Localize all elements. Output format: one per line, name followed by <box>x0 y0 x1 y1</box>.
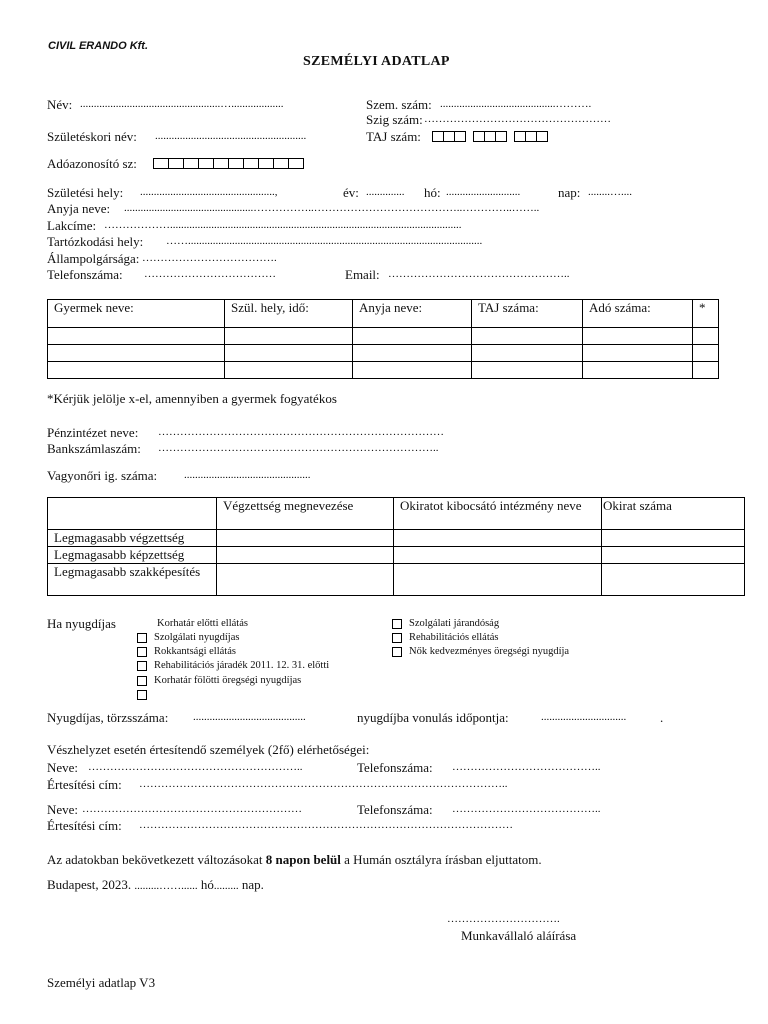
adoazonosito-boxes[interactable] <box>154 158 304 169</box>
szig-szam-label: Szig szám: <box>366 112 423 127</box>
emergency-neve-label: Neve: <box>47 802 79 817</box>
checkbox-icon[interactable] <box>392 633 402 643</box>
torzsszam-field[interactable]: ......................................... <box>193 711 306 723</box>
checkbox-icon[interactable] <box>137 661 147 671</box>
allampolgarsaga-label: Állampolgársága: <box>47 251 140 266</box>
header-ado-szama: Adó száma: <box>583 300 693 328</box>
header-star: * <box>693 300 719 328</box>
checkbox-icon[interactable] <box>137 676 147 686</box>
nap-label: nap: <box>558 185 581 200</box>
lakcime-field[interactable]: ……………….......................................................................................................... <box>104 219 462 231</box>
telefonszama-label: Telefonszáma: <box>47 267 123 282</box>
education-table-header <box>48 498 745 530</box>
checkbox-icon[interactable] <box>137 647 147 657</box>
tartozkodasi-hely-field[interactable]: ……........................................................................................................... <box>166 235 483 247</box>
pension-option[interactable]: Rehabilitációs ellátás <box>392 632 499 643</box>
szuletesi-hely-field[interactable]: ................................................., <box>140 186 278 198</box>
version-label: Személyi adatlap V3 <box>47 975 156 990</box>
children-table <box>47 299 719 379</box>
torzsszam-label: Nyugdíjas, törzsszáma: <box>47 710 169 725</box>
pension-option[interactable]: Rokkantsági ellátás <box>137 646 236 657</box>
checkbox-icon[interactable] <box>137 690 147 700</box>
emergency-telefon-field[interactable]: ………………………………….. <box>452 761 601 773</box>
tartozkodasi-hely-label: Tartózkodási hely: <box>47 234 144 249</box>
checkbox-icon[interactable] <box>392 647 402 657</box>
header-taj-szama: TAJ száma: <box>472 300 583 328</box>
adoazonosito-label: Adóazonosító sz: <box>47 156 137 171</box>
table-row <box>48 564 745 596</box>
vonulas-label: nyugdíjba vonulás időpontja: <box>357 710 509 725</box>
anyja-neve-field[interactable]: ...............................................……………..…………………………………..…………..…….. <box>124 202 540 214</box>
penzintezet-field[interactable]: …………………………………………………………………… <box>158 426 444 438</box>
emergency-cim-label: Értesítési cím: <box>47 818 122 833</box>
signature-line[interactable]: …………………………. <box>447 913 560 925</box>
pension-option-label: Korhatár előtti ellátás <box>157 618 248 629</box>
email-field[interactable]: ………………………………………….. <box>388 268 570 280</box>
page-title: SZEMÉLYI ADATLAP <box>303 54 450 69</box>
telefonszama-field[interactable]: ……………………………… <box>144 268 276 280</box>
szuleteskori-nev-label: Születéskori név: <box>47 129 137 144</box>
table-row <box>48 362 719 379</box>
row-label: Legmagasabb képzettség <box>48 547 217 564</box>
bankszamla-field[interactable]: ………………………………………………………………….. <box>158 442 439 454</box>
pension-option[interactable]: Szolgálati járandóság <box>392 618 499 629</box>
pension-option[interactable]: Nők kedvezményes öregségi nyugdíja <box>392 646 569 657</box>
ev-field[interactable]: .............. <box>366 186 405 198</box>
checkbox-icon[interactable] <box>137 633 147 643</box>
date-day-field[interactable]: ......... <box>213 880 239 892</box>
header-okirat-szama: Okirat száma <box>602 498 745 530</box>
header-szul-hely-ido: Szül. hely, idő: <box>225 300 353 328</box>
lakcime-label: Lakcíme: <box>47 218 97 233</box>
checkbox-icon[interactable] <box>392 619 402 629</box>
children-table-header <box>48 300 719 328</box>
emergency-cim-label: Értesítési cím: <box>47 777 122 792</box>
szem-szam-label: Szem. szám: <box>366 97 432 112</box>
szuleteskori-nev-field[interactable]: ....................................................... <box>155 130 307 142</box>
header-anyja-neve: Anyja neve: <box>353 300 472 328</box>
table-row <box>48 530 745 547</box>
vagyonori-label: Vagyonőri ig. száma: <box>47 468 158 483</box>
children-note: *Kérjük jelölje x-el, amennyiben a gyermek fogyatékos <box>47 391 337 406</box>
bankszamla-label: Bankszámlaszám: <box>47 441 141 456</box>
ev-label: év: <box>343 185 359 200</box>
pension-option[interactable]: Szolgálati nyugdíjas <box>137 632 239 643</box>
date-month-field[interactable]: .........……...... <box>134 880 198 892</box>
emergency-telefon-field[interactable]: ………………………………….. <box>452 803 601 815</box>
szem-szam-field[interactable]: ..........................................………. <box>440 98 592 110</box>
signature-label: Munkavállaló aláírása <box>461 928 577 943</box>
taj-szam-boxes[interactable] <box>433 131 548 142</box>
emergency-cim-field[interactable]: ………………………………………………………………………………………… <box>139 819 513 831</box>
pension-option[interactable]: Rehabilitációs járadék 2011. 12. 31. előtti <box>137 660 329 671</box>
company-name: CIVIL ERANDO Kft. <box>48 40 149 52</box>
ho-field[interactable]: ........................... <box>446 186 521 198</box>
header-vegzettseg: Végzettség megnevezése <box>217 498 394 530</box>
emergency-neve-field[interactable]: …………………………………………………… <box>82 803 302 815</box>
emergency-telefon-label: Telefonszáma: <box>357 760 433 775</box>
szig-szam-field[interactable]: …………………………………………… <box>424 113 611 125</box>
nev-label: Név: <box>47 97 73 112</box>
table-row <box>48 547 745 564</box>
pension-option[interactable]: Korhatár fölötti öregségi nyugdíjas <box>137 675 301 686</box>
emergency-neve-field[interactable]: ………………………………………………….. <box>88 761 303 773</box>
date-line: Budapest, 2023. .........……...... hó......... nap. <box>47 877 264 892</box>
emergency-telefon-label: Telefonszáma: <box>357 802 433 817</box>
ho-label: hó: <box>424 185 441 200</box>
header-gyermek-neve: Gyermek neve: <box>48 300 225 328</box>
anyja-neve-label: Anyja neve: <box>47 201 111 216</box>
pension-label: Ha nyugdíjas <box>47 616 116 631</box>
nap-field[interactable]: ........….... <box>588 186 632 198</box>
allampolgarsaga-field[interactable]: ………………………………. <box>142 252 277 264</box>
penzintezet-label: Pénzintézet neve: <box>47 425 139 440</box>
szuletesi-hely-label: Születési hely: <box>47 185 124 200</box>
email-label: Email: <box>345 267 380 282</box>
table-row <box>48 328 719 345</box>
emergency-cim-field[interactable]: ……………………………………………………………………………………….. <box>139 778 508 790</box>
nev-field[interactable]: ...................................................…................... <box>80 98 284 110</box>
emergency-neve-label: Neve: <box>47 760 79 775</box>
row-label: Legmagasabb végzettség <box>48 530 217 547</box>
table-row <box>48 345 719 362</box>
header-okirat-intezmeny: Okiratot kibocsátó intézmény neve <box>394 498 602 530</box>
change-statement: Az adatokban bekövetkezett változásokat 8 napon belül a Humán osztályra írásban eljuttatom. <box>47 852 542 867</box>
row-label: Legmagasabb szakképesítés <box>48 564 217 596</box>
vonulas-field[interactable]: ............................... <box>541 711 627 723</box>
vagyonori-field[interactable]: .............................................. <box>184 469 311 481</box>
education-table <box>47 497 745 596</box>
pension-option-blank[interactable] <box>137 690 154 700</box>
taj-szam-label: TAJ szám: <box>366 129 421 144</box>
emergency-title: Vészhelyzet esetén értesítendő személyek (2fő) elérhetőségei: <box>47 742 370 757</box>
